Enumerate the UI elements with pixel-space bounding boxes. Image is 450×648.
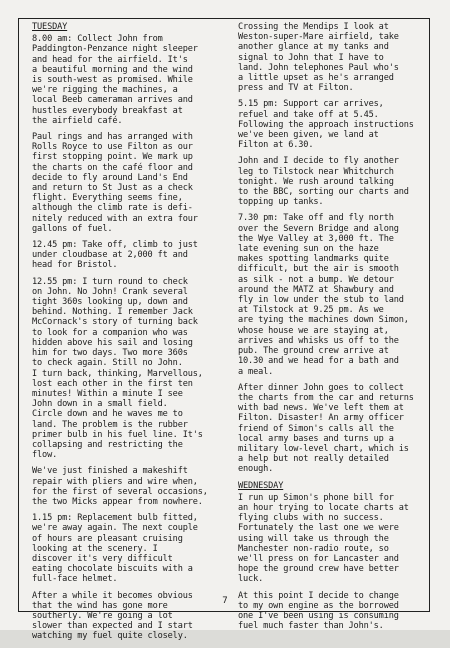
paragraph: 5.15 pm: Support car arrives, refuel and take off at 5.45. Following the approach instructions we've been given, we land at Filton at 6.30.	[238, 99, 414, 151]
paragraph: 8.00 am: Collect John from Paddington-Penzance night sleeper and head for the airfield. It's a beautiful morning and the wind is south-west as promised. While we're rigging the machines, a local Beeb cameraman arrives and hustles everybody breakfast at the airfield café.	[32, 34, 198, 126]
left-column	[32, 22, 225, 648]
paragraph: We've just finished a makeshift repair with pliers and wire when, for the first of several occasions, the two Micks appear from nowhere.	[32, 466, 208, 507]
paragraph: 12.55 pm: I turn round to check on John. No John! Crank several tight 360s looking up, down and behind. Nothing. I remember Jack McCornack's story of turning back to look for a companion who was hidden above his sail and losing him for two days. Two more 360s to check again. Still no John. I turn back, thinking, Marvellous, lost each other in the first ten minutes! Within a minute I see John down in a small field. Circle down and he waves me to land. The problem is the rubber primer bulb in his fuel line. It's collapsing and restricting the flow.	[32, 276, 203, 461]
day-heading-wednesday: WEDNESDAY	[238, 480, 284, 491]
day-heading-tuesday: TUESDAY	[32, 22, 68, 32]
paragraph: Paul rings and has arranged with Rolls Royce to use Filton as our first stopping point. We mark up the charts on the café floor and decide to fly around Land's End and return to St Just as a check flight. Everything seems fine, although the climb rate is defi- nitely reduced with an extra four gallons of fuel.	[32, 132, 198, 234]
paragraph: After a while it becomes obvious that the wind has gone more southerly. We're going a lot slower than expected and I start watching my fuel quite closely.	[32, 590, 193, 642]
paragraph: At this point I decide to change to my own engine as the borrowed one I've been using is consuming fuel much faster than John's.	[238, 590, 399, 632]
paragraph: 1.15 pm: Replacement bulb fitted, we're away again. The next couple of hours are pleasant cruising looking at the scenery. I discover it's very difficult eating chocolate biscuits with a full-face helmet.	[32, 513, 198, 585]
paragraph: I run up Simon's phone bill for an hour trying to locate charts at flying clubs with no success. Fortunately the last one we were using will take us through the Manchester non-radio route, so we'll press on for Lancaster and hope the ground crew have better luck.	[238, 492, 409, 585]
paragraph: After dinner John goes to collect the charts from the car and returns with bad news. We've left them at Filton. Disaster! An army officer friend of Simon's calls all the local army bases and turns up a military low-level chart, which is a help but not really detailed enough.	[238, 382, 414, 475]
paragraph: 7.30 pm: Take off and fly north over the Severn Bridge and along the Wye Valley at 3,000 ft. The late evening sun on the haze makes spotting landmarks quite difficult, but the air is smooth as silk - not a bump. We detour around the MATZ at Shawbury and fly in low under the stub to land at Tilstock at 9.25 pm. As we are tying the machines down Simon, whose house we are staying at, arrives and whisks us off to the pub. The ground crew arrive at 10.30 and we head for a bath and a meal.	[238, 213, 409, 377]
page-number: 7	[222, 596, 228, 606]
paragraph: John and I decide to fly another leg to Tilstock near Whitchurch tonight. We rush around talking to the BBC, sorting our charts and topping up tanks.	[238, 156, 409, 208]
paragraph: Crossing the Mendips I look at Weston-super-Mare airfield, take another glance at my tanks and signal to John that I have to land. John telephones Paul who's a little upset as he's arranged press and TV at Filton.	[238, 22, 399, 94]
right-column	[238, 22, 428, 637]
paragraph: 12.45 pm: Take off, climb to just under cloudbase at 2,000 ft and head for Bristol.	[32, 240, 198, 271]
